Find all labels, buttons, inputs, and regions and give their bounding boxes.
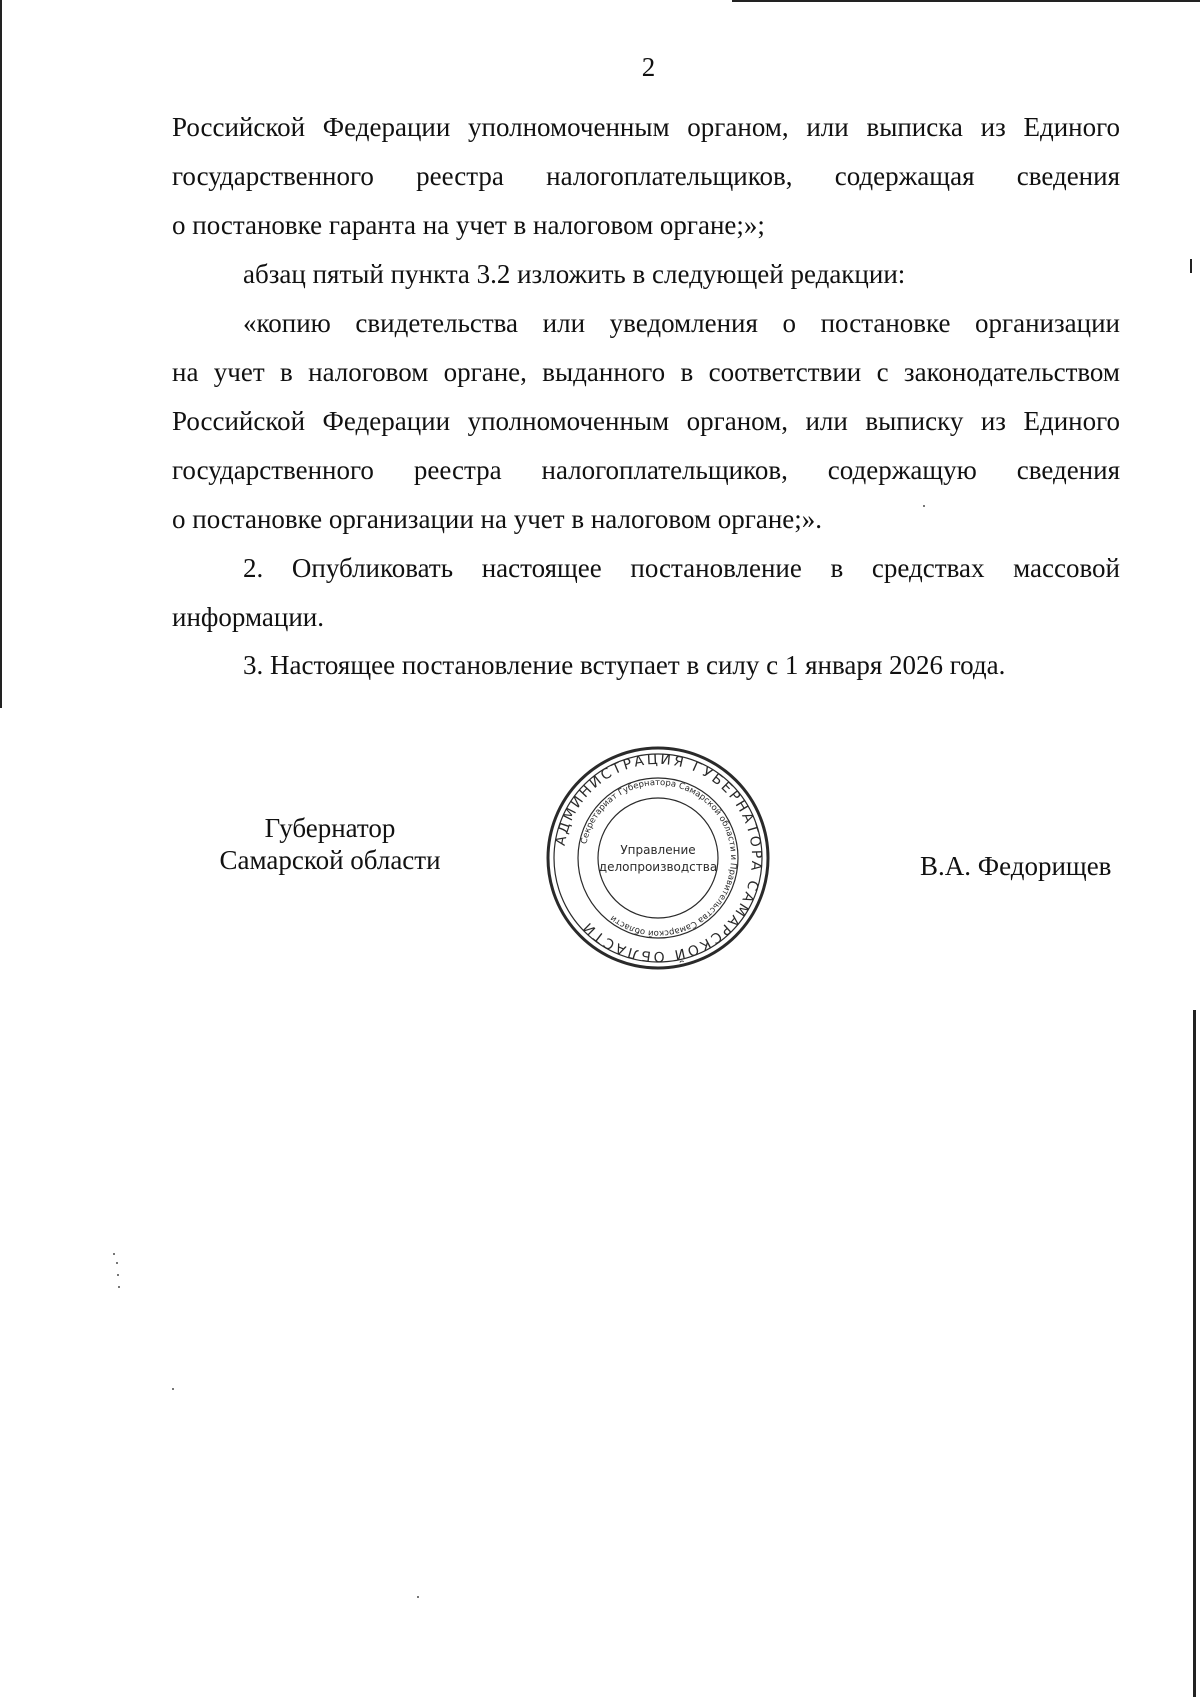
seal-inner-ring bbox=[598, 798, 718, 918]
seal-center-line: делопроизводства bbox=[598, 860, 718, 874]
text-line: государственного реестра налогоплательщиков, содержащая сведения bbox=[172, 161, 1120, 191]
signatory-title-line: Губернатор bbox=[264, 813, 396, 843]
paragraph-effective-date bbox=[172, 641, 1120, 690]
scan-speck bbox=[172, 1388, 174, 1390]
scan-mark bbox=[1190, 259, 1192, 273]
text-line: абзац пятый пункта 3.2 изложить в следующей редакции: bbox=[243, 259, 906, 289]
text-line: государственного реестра налогоплательщиков, содержащую сведения bbox=[172, 455, 1120, 485]
signatory-title-line: Самарской области bbox=[219, 845, 441, 875]
page-number: 2 bbox=[641, 52, 656, 82]
official-seal bbox=[545, 745, 771, 971]
text-line: 2. Опубликовать настоящее постановление в средствах массовой bbox=[243, 553, 1120, 583]
seal-outer-text: АДМИНИСТРАЦИЯ ГУБЕРНАТОРА САМАРСКОЙ ОБЛАСТИ bbox=[552, 751, 765, 965]
text-line: о постановке организации на учет в налоговом органе;». bbox=[172, 504, 823, 534]
scan-speck bbox=[116, 1262, 118, 1264]
scan-speck bbox=[117, 1274, 119, 1276]
paragraph-amendment-intro bbox=[172, 250, 1120, 299]
scan-edge-right bbox=[1193, 1010, 1196, 1697]
signatory-title bbox=[205, 812, 455, 876]
text-line: о постановке гаранта на учет в налоговом органе;»; bbox=[172, 210, 765, 240]
scan-edge-top bbox=[732, 0, 1200, 2]
paragraph-amendment-text bbox=[172, 299, 1120, 544]
signatory-name: В.А. Федорищев bbox=[920, 851, 1112, 881]
paragraph-continuation bbox=[172, 103, 1120, 250]
paragraph-publication bbox=[172, 544, 1120, 642]
text-line: «копию свидетельства или уведомления о постановке организации bbox=[243, 308, 1120, 338]
scan-speck bbox=[923, 505, 925, 507]
scan-speck bbox=[113, 1253, 115, 1255]
scan-speck bbox=[118, 1286, 120, 1288]
text-line: Российской Федерации уполномоченным органом, или выписку из Единого bbox=[172, 406, 1120, 436]
text-line: 3. Настоящее постановление вступает в силу с 1 января 2026 года. bbox=[243, 650, 1006, 680]
seal-center-line: Управление bbox=[620, 843, 696, 857]
scan-edge-left bbox=[0, 0, 2, 708]
seal-inner-text: Секретариат Губернатора Самарской области и Правительства Самарской области bbox=[579, 777, 739, 939]
text-line: на учет в налоговом органе, выданного в соответствии с законодательством bbox=[172, 357, 1120, 387]
scan-speck bbox=[417, 1596, 419, 1598]
text-line: информации. bbox=[172, 602, 324, 632]
text-line: Российской Федерации уполномоченным органом, или выписка из Единого bbox=[172, 112, 1120, 142]
